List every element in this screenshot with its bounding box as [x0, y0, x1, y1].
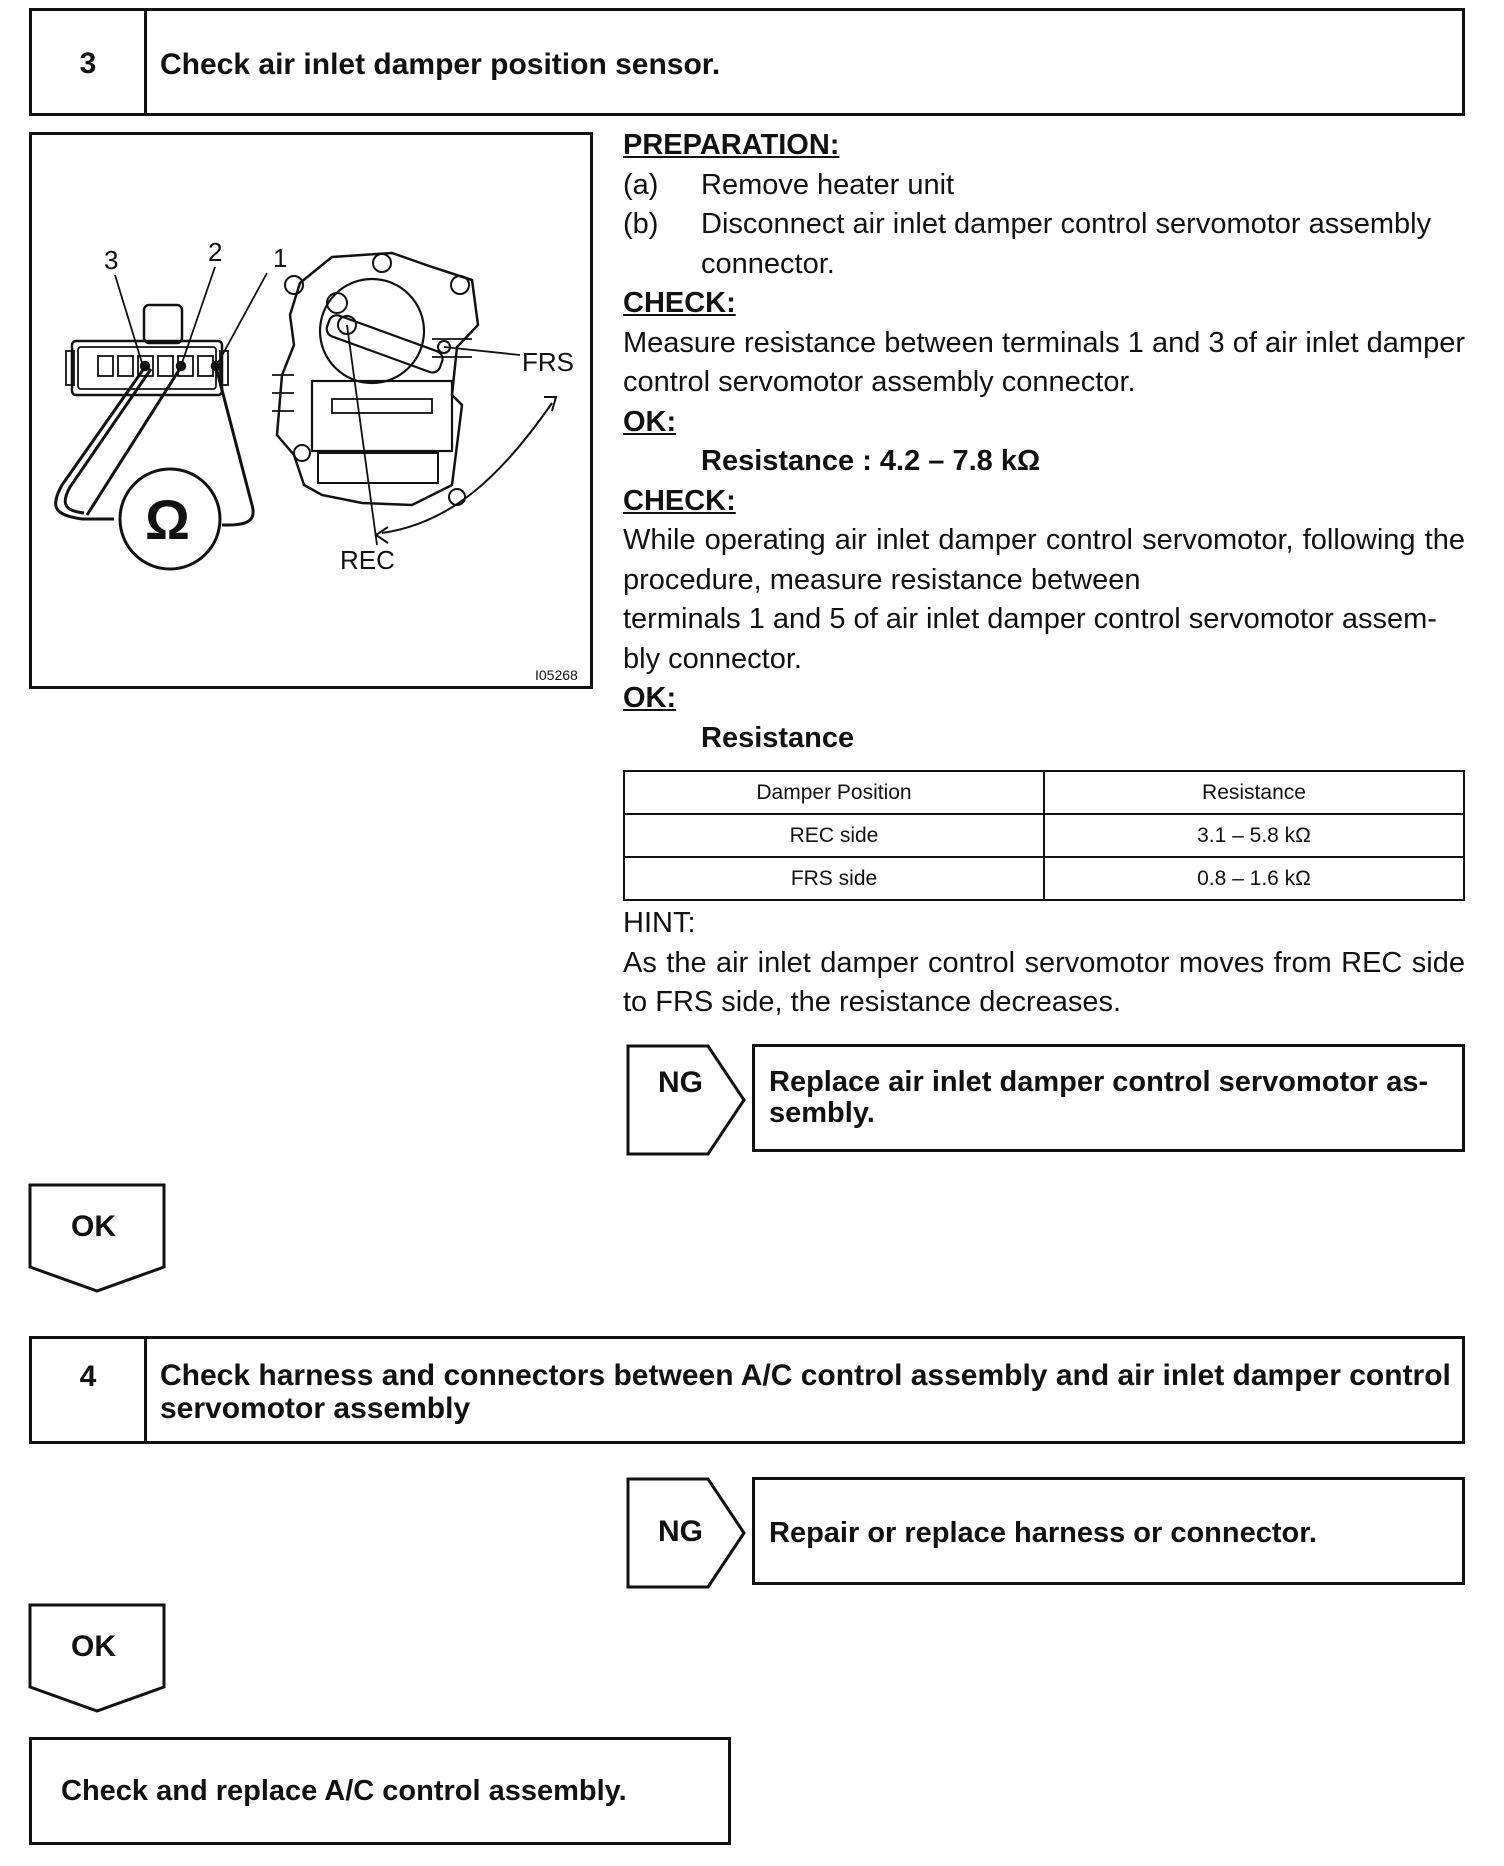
probe-wire-right	[216, 367, 253, 525]
step-3-header	[29, 8, 1465, 116]
gear-hub	[327, 293, 347, 313]
instructions-column	[623, 126, 1465, 758]
check-heading: CHECK:	[623, 287, 736, 319]
step-title: Check air inlet damper position sensor.	[160, 48, 721, 81]
ng-arrow-shape	[626, 1044, 748, 1156]
servomotor-housing	[277, 253, 478, 505]
ok-label: OK	[71, 1210, 116, 1243]
arc-arrow-head	[544, 397, 556, 411]
terminal-cell	[158, 356, 173, 376]
step-number: 4	[32, 1339, 147, 1441]
figure-code: I05268	[535, 667, 578, 683]
terminal-3-label: 3	[104, 245, 119, 275]
resistance-spec: Resistance : 4.2 – 7.8 kΩ	[701, 445, 1041, 477]
terminal-1-label: 1	[273, 243, 288, 273]
rec-leader	[347, 325, 377, 545]
hint-heading: HINT:	[623, 907, 696, 939]
servo-lower-block	[318, 453, 438, 483]
table-cell: REC side	[624, 814, 1044, 857]
leader-1	[218, 273, 267, 363]
table-cell: FRS side	[624, 857, 1044, 900]
prep-item-text: Disconnect air inlet damper control servomotor assembly connector.	[701, 208, 1432, 280]
gear-circle	[320, 279, 424, 383]
terminal-cell	[118, 356, 133, 376]
preparation-heading: PREPARATION:	[623, 129, 840, 161]
hint-text: As the air inlet damper control servomotor moves from REC side to FRS side, the resistance decreases.	[623, 946, 1465, 1018]
table-row	[624, 857, 1464, 900]
prep-item-text: Remove heater unit	[701, 168, 955, 201]
ng-label: NG	[658, 1515, 703, 1548]
check-heading: CHECK:	[623, 484, 736, 517]
prep-item	[623, 205, 1465, 284]
probe-wire-left-outer	[65, 369, 151, 513]
table-cell: 0.8 – 1.6 kΩ	[1044, 857, 1464, 900]
servo-connector-slot	[332, 399, 432, 413]
prep-item-label: (b)	[623, 208, 659, 240]
final-action-box	[29, 1737, 731, 1845]
arc-arrow-tail	[376, 527, 388, 543]
step-number: 3	[32, 11, 147, 113]
terminal-cell	[98, 356, 113, 376]
prep-item	[623, 166, 1465, 206]
step-4-header	[29, 1336, 1465, 1444]
connector-latch	[144, 305, 182, 343]
hint-block	[623, 904, 1465, 1023]
ok-heading: OK:	[623, 405, 677, 438]
resistance-table	[623, 770, 1465, 901]
resistance-subheading: Resistance	[701, 721, 855, 754]
ohm-symbol: Ω	[145, 488, 190, 551]
table-cell: 3.1 – 5.8 kΩ	[1044, 814, 1464, 857]
ng-result-text: Repair or replace harness or connector.	[769, 1517, 1317, 1549]
leader-3	[115, 275, 142, 363]
rotation-arc	[382, 403, 552, 533]
mount-hole-lower	[449, 489, 465, 505]
check-text-procedure: While operating air inlet damper control servomotor, following the procedure, measure resistance between	[623, 524, 1465, 596]
servo-lever	[324, 313, 444, 375]
check-text-terminals: terminals 1 and 5 of air inlet damper control servomotor assem-bly connector.	[623, 603, 1437, 675]
ng-label: NG	[658, 1066, 703, 1099]
ng-result-box	[752, 1044, 1465, 1152]
terminal-2-label: 2	[208, 237, 223, 267]
table-header-row	[624, 771, 1464, 814]
prep-item-label: (a)	[623, 168, 659, 201]
ok-heading: OK:	[623, 682, 677, 714]
servo-motor-block	[312, 381, 452, 451]
table-row	[624, 814, 1464, 857]
leader-2	[182, 267, 215, 363]
rec-label: REC	[340, 545, 395, 575]
connector-figure	[29, 132, 593, 689]
mount-hole-top	[373, 254, 391, 272]
mount-hole-bottom	[294, 445, 310, 461]
step-title: Check harness and connectors between A/C control assembly and air inlet damper control servomotor assembly	[160, 1359, 1451, 1425]
table-header: Damper Position	[624, 771, 1044, 814]
check-text: Measure resistance between terminals 1 and 3 of air inlet damper control servomotor assembly connector.	[623, 326, 1465, 398]
frs-label: FRS	[522, 347, 574, 377]
mount-hole-right	[451, 276, 469, 294]
table-header: Resistance	[1044, 771, 1464, 814]
ng-result-text: Replace air inlet damper control servomotor as-sembly.	[769, 1066, 1429, 1129]
final-action-text: Check and replace A/C control assembly.	[61, 1774, 627, 1807]
ng-result-box	[752, 1477, 1465, 1585]
ok-label: OK	[71, 1630, 116, 1663]
connector-diagram	[32, 135, 590, 686]
